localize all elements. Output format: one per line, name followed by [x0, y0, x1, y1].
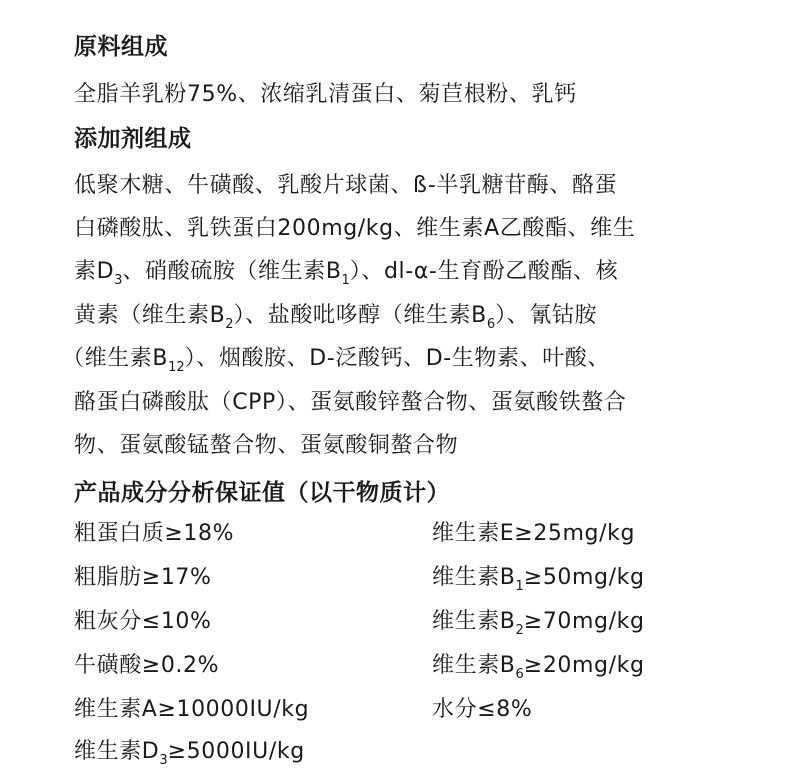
guarantee-left-3: 粗灰分≤10% [74, 609, 212, 634]
subscript: 3 [159, 753, 168, 768]
text-segment: ）、dl-α-生育酚乙酸酯、核 [349, 259, 619, 284]
guarantee-left-6 [74, 737, 305, 770]
additives-line-4 [74, 301, 597, 334]
additives-line-5 [62, 344, 610, 377]
additives-line-7: 物、蛋氨酸锰螯合物、蛋氨酸铜螯合物 [74, 433, 459, 458]
text-segment: （维生素B [62, 346, 169, 371]
text-segment: 素D [74, 259, 115, 284]
guarantee-right-2 [432, 563, 645, 596]
raw-materials-heading: 原料组成 [74, 34, 168, 60]
guarantee-left-4: 牛磺酸≥0.2% [74, 653, 220, 678]
additives-line-3 [74, 257, 618, 290]
subscript: 1 [341, 273, 350, 288]
subscript: 2 [225, 317, 234, 332]
text-segment: ）、氰钴胺 [495, 303, 598, 328]
text-segment: 黄素（维生素B [74, 303, 226, 328]
text-segment: 维生素B [432, 565, 516, 590]
guarantee-left-5: 维生素A≥10000IU/kg [74, 697, 310, 722]
guarantee-right-1: 维生素E≥25mg/kg [432, 521, 636, 546]
text-segment: 维生素B [432, 609, 516, 634]
text-segment: 维生素B [432, 653, 516, 678]
additives-line-6: 酪蛋白磷酸肽（CPP）、蛋氨酸锌螯合物、蛋氨酸铁螯合 [74, 390, 627, 415]
raw-materials-text: 全脂羊乳粉75%、浓缩乳清蛋白、菊苣根粉、乳钙 [74, 82, 577, 107]
guarantee-right-3 [432, 607, 645, 640]
subscript: 6 [486, 317, 496, 332]
text-segment: ）、烟酸胺、D-泛酸钙、D-生物素、叶酸、 [184, 346, 610, 371]
guarantee-left-2: 粗脂肪≥17% [74, 565, 212, 590]
additives-line-1: 低聚木糖、牛磺酸、乳酸片球菌、ß-半乳糖苷酶、酪蛋 [74, 173, 618, 198]
subscript: 12 [168, 360, 185, 375]
additives-line-2: 白磷酸肽、乳铁蛋白200mg/kg、维生素A乙酸酯、维生 [74, 216, 636, 241]
additives-heading: 添加剂组成 [74, 126, 192, 152]
text-segment: ）、盐酸吡哆醇（维生素B [233, 303, 487, 328]
subscript: 3 [114, 273, 123, 288]
text-segment: ≥20mg/kg [523, 653, 645, 678]
text-segment: ≥70mg/kg [523, 609, 645, 634]
text-segment: ≥50mg/kg [523, 565, 645, 590]
guarantee-right-5: 水分≤8% [432, 697, 533, 722]
guarantee-left-1: 粗蛋白质≥18% [74, 521, 235, 546]
text-segment: ≥5000IU/kg [167, 739, 305, 764]
text-segment: 、硝酸硫胺（维生素B [122, 259, 342, 284]
subscript: 1 [515, 579, 524, 594]
text-segment: 维生素D [74, 739, 160, 764]
guarantee-heading: 产品成分分析保证值（以干物质计） [74, 480, 450, 506]
subscript: 2 [515, 623, 524, 638]
subscript: 6 [515, 667, 524, 682]
guarantee-right-4 [432, 651, 645, 684]
